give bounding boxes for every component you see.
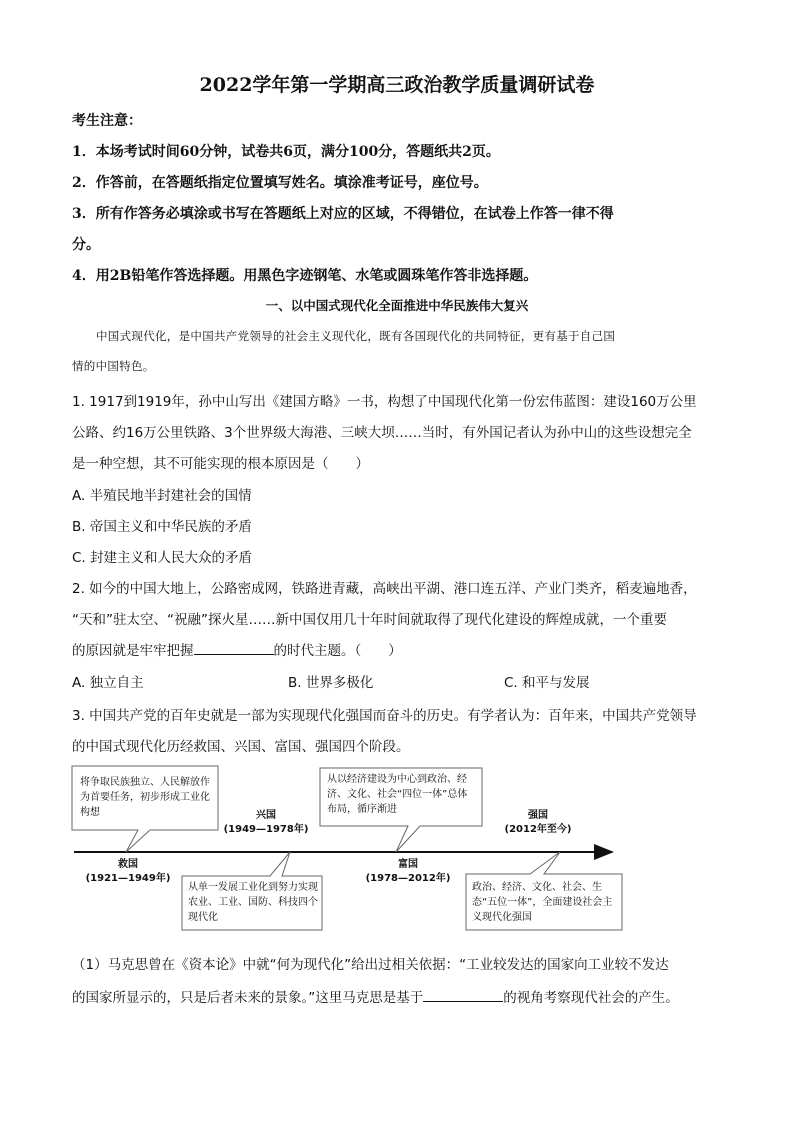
callout-text-1: 将争取民族独立、人民解放作为首要任务，初步形成工业化构想: [80, 777, 210, 818]
notice-item: 2．作答前，在答题纸指定位置填写姓名。填涂准考证号，座位号。: [72, 175, 488, 191]
question-2-text: “天和”驻太空、“祝融”探火星……新中国仅用几十年时间就取得了现代化建设的辉煌成就，一个重要: [72, 612, 667, 628]
question-1-option-b[interactable]: B. 帝国主义和中华民族的矛盾: [72, 519, 252, 535]
question-2-text-before: 的原因就是牢牢把握: [72, 643, 194, 659]
stage-label-fuguo: [358, 858, 458, 886]
question-2-text: 2. 如今的中国大地上，公路密成网，铁路进青藏，高峡出平湖、港口连五洋、产业门类齐，稻麦遍地香，: [72, 581, 697, 597]
answer-blank[interactable]: [423, 989, 503, 1002]
section-heading: 一、以中国式现代化全面推进中华民族伟大复兴: [265, 298, 529, 313]
notice-item: 4．用2B铅笔作答选择题。用黑色字迹钢笔、水笔或圆珠笔作答非选择题。: [72, 268, 538, 284]
question-3-sub1-text: （1）马克思曾在《资本论》中就“何为现代化”给出过相关依据：“工业较发达的国家向工业较不发达: [72, 957, 669, 973]
stage-period: (1921—1949年): [85, 873, 171, 884]
stage-name: 兴国: [256, 810, 276, 821]
question-1-text: 公路、约16万公里铁路、3个世界级大海港、三峡大坝……当时，有外国记者认为孙中山的这些设想完全: [72, 425, 692, 441]
section-intro: 中国式现代化，是中国共产党领导的社会主义现代化，既有各国现代化的共同特征，更有基于自己国: [96, 329, 616, 343]
question-1-option-c[interactable]: C. 封建主义和人民大众的矛盾: [72, 550, 253, 566]
question-1-option-a[interactable]: A. 半殖民地半封建社会的国情: [72, 488, 252, 504]
notice-item: 1．本场考试时间60分钟，试卷共6页，满分100分，答题纸共2页。: [72, 144, 500, 160]
question-1-text: 1. 1917到1919年，孙中山写出《建国方略》一书，构想了中国现代化第一份宏伟蓝图：建设160万公里: [72, 394, 697, 410]
notice-item: 3．所有作答务必填涂或书写在答题纸上对应的区域，不得错位，在试卷上作答一律不得: [72, 206, 614, 222]
callout-text-2: 从单一发展工业化到努力实现农业、工业、国防、科技四个现代化: [188, 882, 318, 923]
stage-name: 富国: [398, 859, 418, 870]
stage-label-jiuguo: [82, 858, 174, 886]
stage-period: (1978—2012年): [365, 873, 451, 884]
stage-name: 强国: [528, 810, 548, 821]
question-2-option-b[interactable]: B. 世界多极化: [288, 675, 374, 691]
stage-period: (1949—1978年): [223, 824, 309, 835]
question-3-sub1-text: [72, 986, 679, 1006]
question-3-sub1-after: 的视角考察现代社会的产生。: [503, 990, 679, 1006]
callout-text-3: 从以经济建设为中心到政治、经济、文化、社会“四位一体”总体布局，循序渐进: [327, 774, 468, 815]
question-3-sub1-before: 的国家所显示的，只是后者未来的景象。”这里马克思是基于: [72, 990, 424, 1006]
callout-text-4: 政治、经济、文化、社会、生态“五位一体”，全面建设社会主义现代化强国: [472, 882, 613, 923]
stage-label-qiangguo: [488, 809, 588, 837]
question-3-text: 3. 中国共产党的百年史就是一部为实现现代化强国而奋斗的历史。有学者认为：百年来，中国共产党领导: [72, 708, 697, 724]
page-title: 2022学年第一学期高三政治教学质量调研试卷: [199, 74, 595, 96]
notice-heading: 考生注意：: [72, 113, 142, 129]
question-3-text: 的中国式现代化历经救国、兴国、富国、强国四个阶段。: [72, 739, 410, 755]
stage-label-xingguo: [216, 809, 316, 837]
notice-item: 分。: [72, 237, 100, 253]
stage-name: 救国: [118, 859, 138, 870]
stage-period: (2012年至今): [504, 824, 572, 835]
question-1-text: 是一种空想，其不可能实现的根本原因是（ ）: [72, 456, 369, 472]
question-2-option-a[interactable]: A. 独立自主: [72, 675, 144, 691]
question-2-text-after: 的时代主题。（ ）: [273, 643, 402, 659]
section-intro: 情的中国特色。: [72, 359, 155, 373]
question-2-option-c[interactable]: C. 和平与发展: [504, 675, 590, 691]
